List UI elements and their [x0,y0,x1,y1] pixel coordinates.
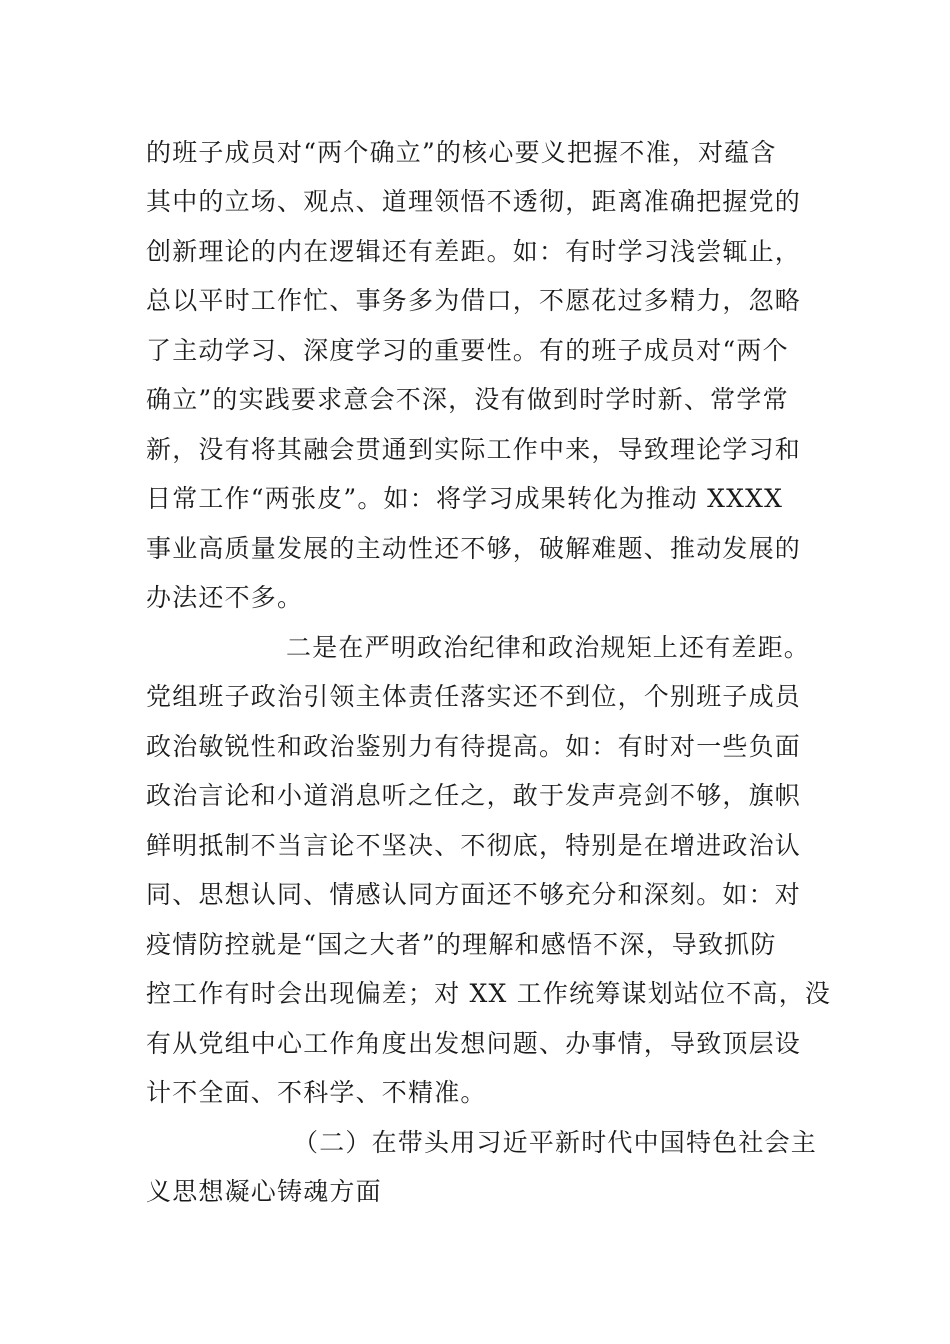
text-line: 政治敏锐性和政治鉴别力有待提高。如：有时对一些负面 [146,732,802,761]
text-line: 的班子成员对“两个确立”的核心要义把握不准，对蕴含 [146,138,777,167]
text-line: 党组班子政治引领主体责任落实还不到位，个别班子成员 [146,682,802,711]
text-line: 同、思想认同、情感认同方面还不够充分和深刻。如：对 [146,880,802,909]
text-line: 控工作有时会出现偏差；对 XX 工作统筹谋划站位不高，没 [146,979,832,1008]
text-line: 办法还不多。 [146,583,304,612]
text-line: 其中的立场、观点、道理领悟不透彻，距离准确把握党的 [146,187,802,216]
text-line: 新，没有将其融会贯通到实际工作中来，导致理论学习和 [146,435,802,464]
text-line: 创新理论的内在逻辑还有差距。如：有时学习浅尝辄止， [146,237,802,266]
text-line: 总以平时工作忙、事务多为借口，不愿花过多精力，忽略 [146,286,802,315]
text-line: 事业高质量发展的主动性还不够，破解难题、推动发展的 [146,534,802,563]
text-line: 计不全面、不科学、不精准。 [146,1078,487,1107]
text-line: 鲜明抵制不当言论不坚决、不彻底，特别是在增进政治认 [146,831,802,860]
text-line: 确立”的实践要求意会不深，没有做到时学时新、常学常 [146,385,789,414]
text-line: 日常工作“两张皮”。如：将学习成果转化为推动 XXXX [146,484,784,513]
subsection-heading: （二）在带头用习近平新时代中国特色社会主 [293,1128,818,1157]
text-line: 义思想凝心铸魂方面 [146,1177,382,1206]
text-line: 有从党组中心工作角度出发想问题、办事情，导致顶层设 [146,1029,802,1058]
text-line: 了主动学习、深度学习的重要性。有的班子成员对“两个 [146,336,789,365]
section-heading: 二是在严明政治纪律和政治规矩上还有差距。 [286,633,811,662]
text-line: 政治言论和小道消息听之任之，敢于发声亮剑不够，旗帜 [146,781,802,810]
text-line: 疫情防控就是“国之大者”的理解和感悟不深，导致抓防 [146,930,777,959]
